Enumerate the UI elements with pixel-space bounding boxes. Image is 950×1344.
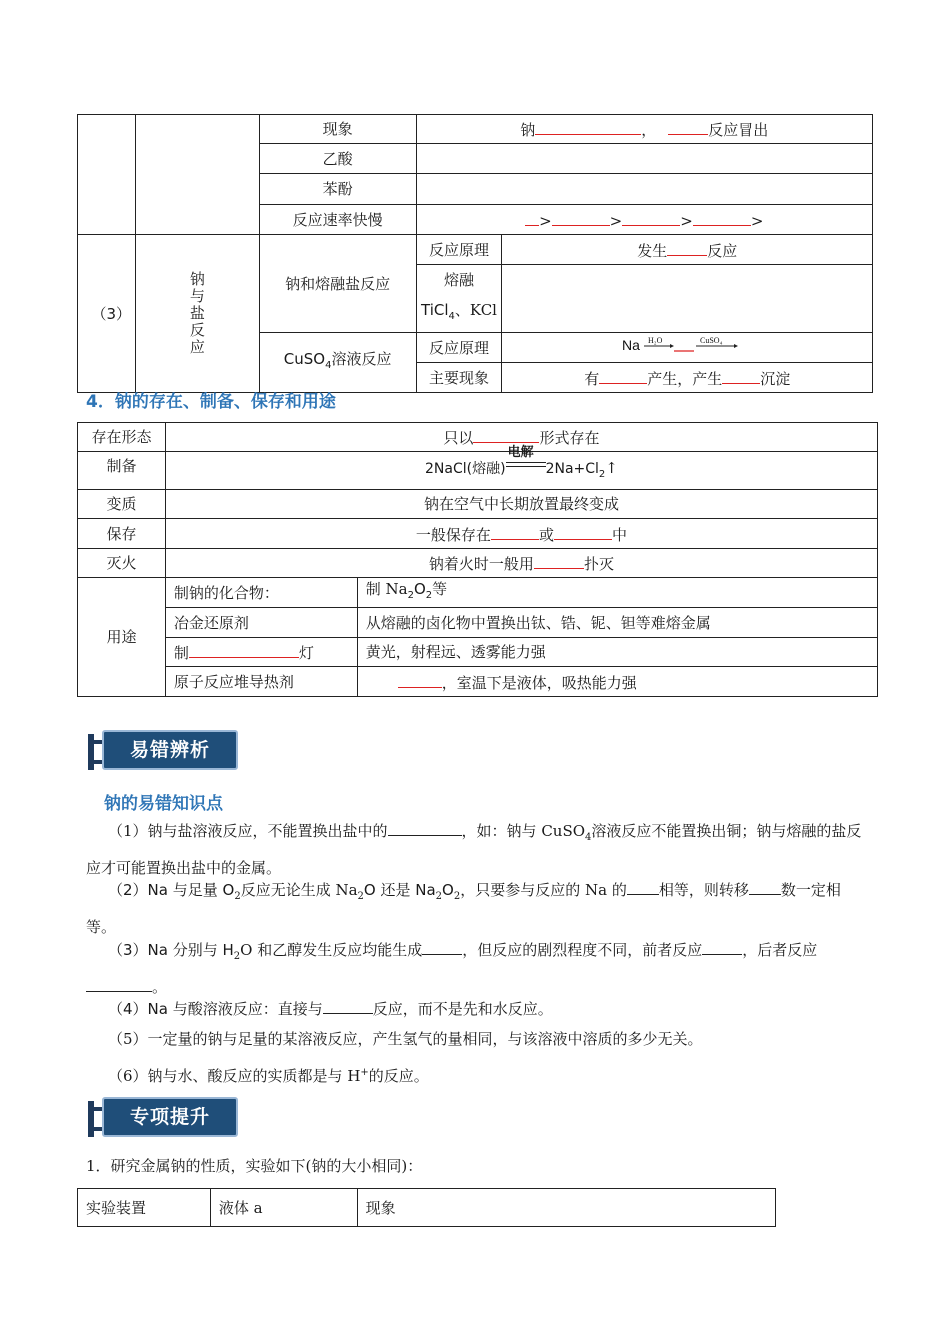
use-row-4-b: ，室温下是液体，吸热能力强: [357, 667, 877, 697]
fire-label: 灭火: [78, 549, 166, 578]
phenomenon-cell: 钠 ， 反应冒出: [416, 115, 872, 144]
mistake-2: （2）Na 与足量 $O_2$反应无论生成 $Na_2O$ 还是 $Na_2O_2$，只要参与反应的 Na 的 相等，则转移 数一定相等。: [86, 875, 866, 942]
exist-cell: 只以 形式存在: [165, 423, 877, 452]
mistake-4: （4）Na 与酸溶液反应：直接与 反应，而不是先和水反应。: [86, 994, 866, 1024]
molten-salt-example: 熔融 TiCl$_4$、KCl: [416, 265, 502, 333]
main-phenomenon-label: 主要现象: [416, 363, 502, 393]
experiment-table: [77, 1188, 776, 1227]
row-label-rate: 反应速率快慢: [259, 205, 416, 235]
prep-cell: 2NaCl(熔融) 电解 $2Na+Cl_2↑$: [165, 452, 877, 490]
use-row-2-b: 从熔融的卤化物中置换出钛、锆、铌、钽等难熔金属: [357, 608, 877, 638]
principle-cell: 发生 反应: [502, 235, 873, 265]
svg-text:CuSO₄: CuSO₄: [700, 336, 723, 345]
cuso4-reaction-scheme: [622, 334, 752, 356]
rate-cell: > > > >: [416, 205, 872, 235]
header-liquid: 液体 a: [210, 1189, 357, 1227]
molten-salt-label: 钠和熔融盐反应: [259, 235, 416, 333]
empty-cell: [78, 115, 136, 235]
sodium-table: [77, 422, 878, 697]
main-phenomenon-cell: 有 产生，产生 沉淀: [502, 363, 873, 393]
empty-cell: [135, 115, 259, 235]
use-row-3-a: 制 灯: [165, 638, 357, 667]
store-cell: 一般保存在 或 中: [165, 519, 877, 549]
cuso4-principle-cell: [502, 333, 873, 363]
use-row-1-a: 制钠的化合物：: [165, 578, 357, 608]
mistake-6: （6）钠与水、酸反应的实质都是与 H+的反应。: [108, 1067, 429, 1085]
use-row-4-a: 原子反应堆导热剂: [165, 667, 357, 697]
header-apparatus: 实验装置: [78, 1189, 211, 1227]
use-label: 用途: [78, 578, 166, 697]
row-label-phenomenon: 现象: [259, 115, 416, 144]
svg-text:H₂O: H₂O: [648, 336, 663, 345]
principle2-label: 反应原理: [416, 333, 502, 363]
section-number: （3）: [78, 235, 136, 393]
section-name: 钠与盐反应: [135, 235, 259, 393]
row-label-phenol: 苯酚: [259, 174, 416, 205]
row-label-acetic-acid: 乙酸: [259, 144, 416, 174]
exist-label: 存在形态: [78, 423, 166, 452]
mistake-1: （1）钠与盐溶液反应，不能置换出盐中的 ，如：钠与 CuSO$_4$溶液反应不能置换出铜；钠与熔融的盐反应才可能置换出盐中的金属。: [86, 816, 866, 883]
fire-cell: 钠着火时一般用 扑灭: [165, 549, 877, 578]
reaction-table: [77, 114, 873, 393]
mistake-3: （3）Na 分别与 $H_2O$ 和乙醇发生反应均能生成 ，但反应的剧烈程度不同，前者反应 ，后者反应。: [86, 935, 866, 1002]
svg-text:Na: Na: [622, 337, 641, 353]
degrade-label: 变质: [78, 490, 166, 519]
prep-label: 制备: [78, 452, 166, 490]
mistakes-title: 钠的易错知识点: [104, 794, 223, 814]
question-1: 1．研究金属钠的性质，实验如下(钠的大小相同)：: [86, 1157, 423, 1175]
use-row-2-a: 冶金还原剂: [165, 608, 357, 638]
principle-label: 反应原理: [416, 235, 502, 265]
section4-title: 4．钠的存在、制备、保存和用途: [86, 392, 336, 412]
improve-badge: 专项提升: [88, 1097, 240, 1141]
header-phenomenon: 现象: [357, 1189, 775, 1227]
mistake-5: （5）一定量的钠与足量的某溶液反应，产生氢气的量相同，与该溶液中溶质的多少无关。: [108, 1030, 703, 1048]
store-label: 保存: [78, 519, 166, 549]
degrade-cell: 钠在空气中长期放置最终变成: [165, 490, 877, 519]
mistakes-badge: 易错辨析: [88, 730, 240, 774]
use-row-1-b: 制 $Na_2O_2$等: [357, 578, 877, 608]
use-row-3-b: 黄光，射程远、透雾能力强: [357, 638, 877, 667]
cuso4-label: CuSO$_4$溶液反应: [259, 333, 416, 393]
